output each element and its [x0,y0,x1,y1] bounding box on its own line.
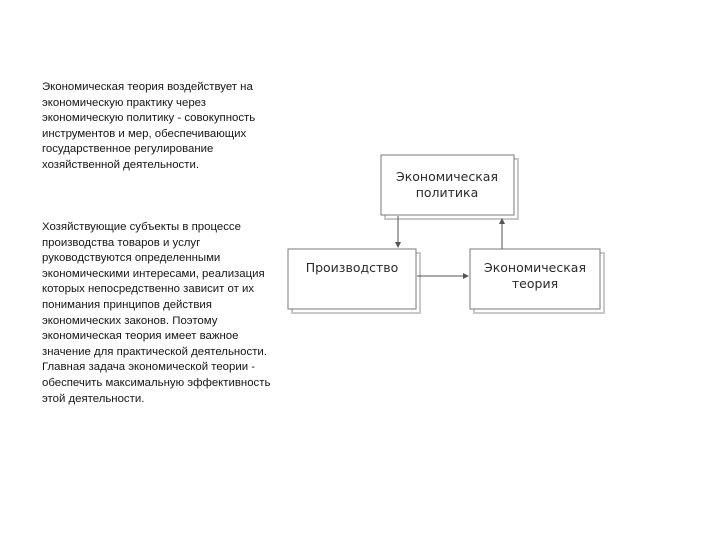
node-production-label: Производство [305,260,399,275]
node-economic-policy [381,155,518,219]
node-theory-line2: теория [511,276,559,291]
node-policy-line2: политика [415,185,479,200]
node-theory-line1: Экономическая [484,260,586,275]
body-paragraph: Хозяйствующие субъекты в процессе производства товаров и услуг руководствуются определенными экономическими интересами, реализация которых непосредственно зависит от их понимания принципов действия экономических законов. Поэтому экономическая теория имеет важное значение для практической деятельности. Главная задача экономической теории - обеспечить максимальную эффективность этой деятельности. [42,221,271,405]
intro-paragraph: Экономическая теория воздействует на экономическую практику через экономическую политику - совокупность инструментов и мер, обеспечивающих государственное регулирование хозяйственной деятельности. [42,81,256,171]
node-production [288,249,420,313]
node-economic-theory [470,249,604,313]
node-policy-line1: Экономическая [396,169,498,184]
